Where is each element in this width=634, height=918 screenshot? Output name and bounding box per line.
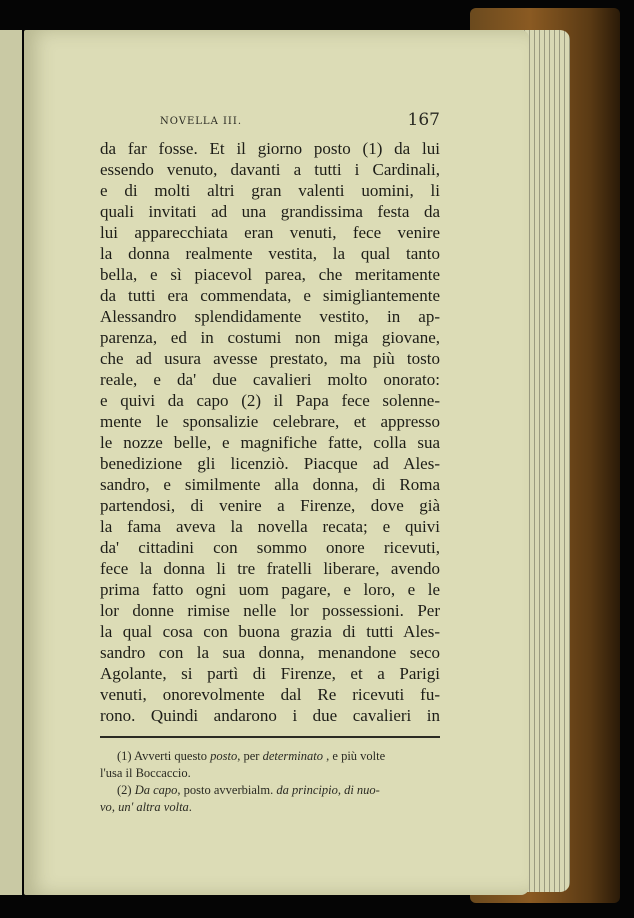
fn-text: , e più volte (323, 749, 386, 763)
text-line: quali invitati ad una grandissima festa da (100, 202, 440, 221)
fn-text: , (337, 783, 345, 797)
text-line: che ad usura avesse prestato, ma più tosto (100, 349, 440, 368)
text-line: la fama aveva la novella recata; e quivi (100, 517, 440, 536)
text-line: Agolante, si partì di Firenze, et a Parigi (100, 664, 440, 683)
footnote-rule (100, 736, 440, 738)
text-line: lui apparecchiata eran venuti, fece venire (100, 223, 440, 242)
footnote-1-cont: l'usa il Boccaccio. (100, 766, 191, 780)
text-line: bella, e sì piacevol parea, che meritamente (100, 265, 440, 284)
text-line: benedizione gli licenziò. Piacque ad Ales- (100, 454, 440, 473)
footnote-2 (100, 782, 440, 799)
text-line: la donna realmente vestita, la qual tanto (100, 244, 440, 263)
fn-italic: di nuo- (344, 783, 380, 797)
text-line: le nozze belle, e magnifiche fatte, colla sua (100, 433, 440, 452)
text-line: partendosi, di venire a Firenze, dove già (100, 496, 440, 515)
footnote-2-cont (100, 799, 440, 816)
text-line: da far fosse. Et il giorno posto (1) da lui (100, 139, 440, 158)
text-line: prima fatto ogni uom pagare, e loro, e le (100, 580, 440, 599)
text-line: venuti, onorevolmente dal Re ricevuti fu- (100, 685, 440, 704)
text-line: fece la donna li tre fratelli liberare, avendo (100, 559, 440, 578)
text-line: mente le sponsalizie celebrare, et appresso (100, 412, 440, 431)
fn-italic: un' altra volta (118, 800, 189, 814)
running-header (100, 110, 440, 132)
fn-italic: da principio (276, 783, 338, 797)
fn-text: , posto avverbialm. (177, 783, 277, 797)
page-number: 167 (407, 110, 440, 130)
fn-italic: vo (100, 800, 112, 814)
text-line: lor donne rimise nelle lor possessioni. Per (100, 601, 440, 620)
text-line: da tutti era commendata, e simigliantemente (100, 286, 440, 305)
fn-text: (1) Avverti questo (117, 749, 211, 763)
fn-text: (2) (117, 783, 135, 797)
fn-text: , per (237, 749, 263, 763)
text-line: da' cittadini con sommo onore ricevuti, (100, 538, 440, 557)
text-line: rono. Quindi andarono i due cavalieri in (100, 706, 440, 725)
fn-text: , (111, 800, 119, 814)
left-page-edge (0, 30, 22, 895)
running-title: NOVELLA III. (160, 116, 243, 127)
text-line: e quivi da capo (2) il Papa fece solenne- (100, 391, 440, 410)
footnotes (100, 748, 440, 816)
fn-italic: determinato (262, 749, 324, 763)
text-line: parenza, ed in costumi non miga giovane, (100, 328, 440, 347)
text-line: sandro con la sua donna, menandone seco (100, 643, 440, 662)
body-text (100, 138, 440, 726)
footnote-1 (100, 748, 440, 765)
text-line: essendo venuto, davanti a tutti i Cardinali, (100, 160, 440, 179)
text-line: la qual cosa con buona grazia di tutti Ales- (100, 622, 440, 641)
text-line: Alessandro splendidamente vestito, in ap- (100, 307, 440, 326)
fn-text: . (188, 800, 192, 814)
text-line: reale, e da' due cavalieri molto onorato: (100, 370, 440, 389)
fn-italic: Da capo (134, 783, 178, 797)
text-line: sandro, e similmente alla donna, di Roma (100, 475, 440, 494)
fn-italic: posto (210, 749, 238, 763)
text-line: e di molti altri gran valenti uomini, li (100, 181, 440, 200)
